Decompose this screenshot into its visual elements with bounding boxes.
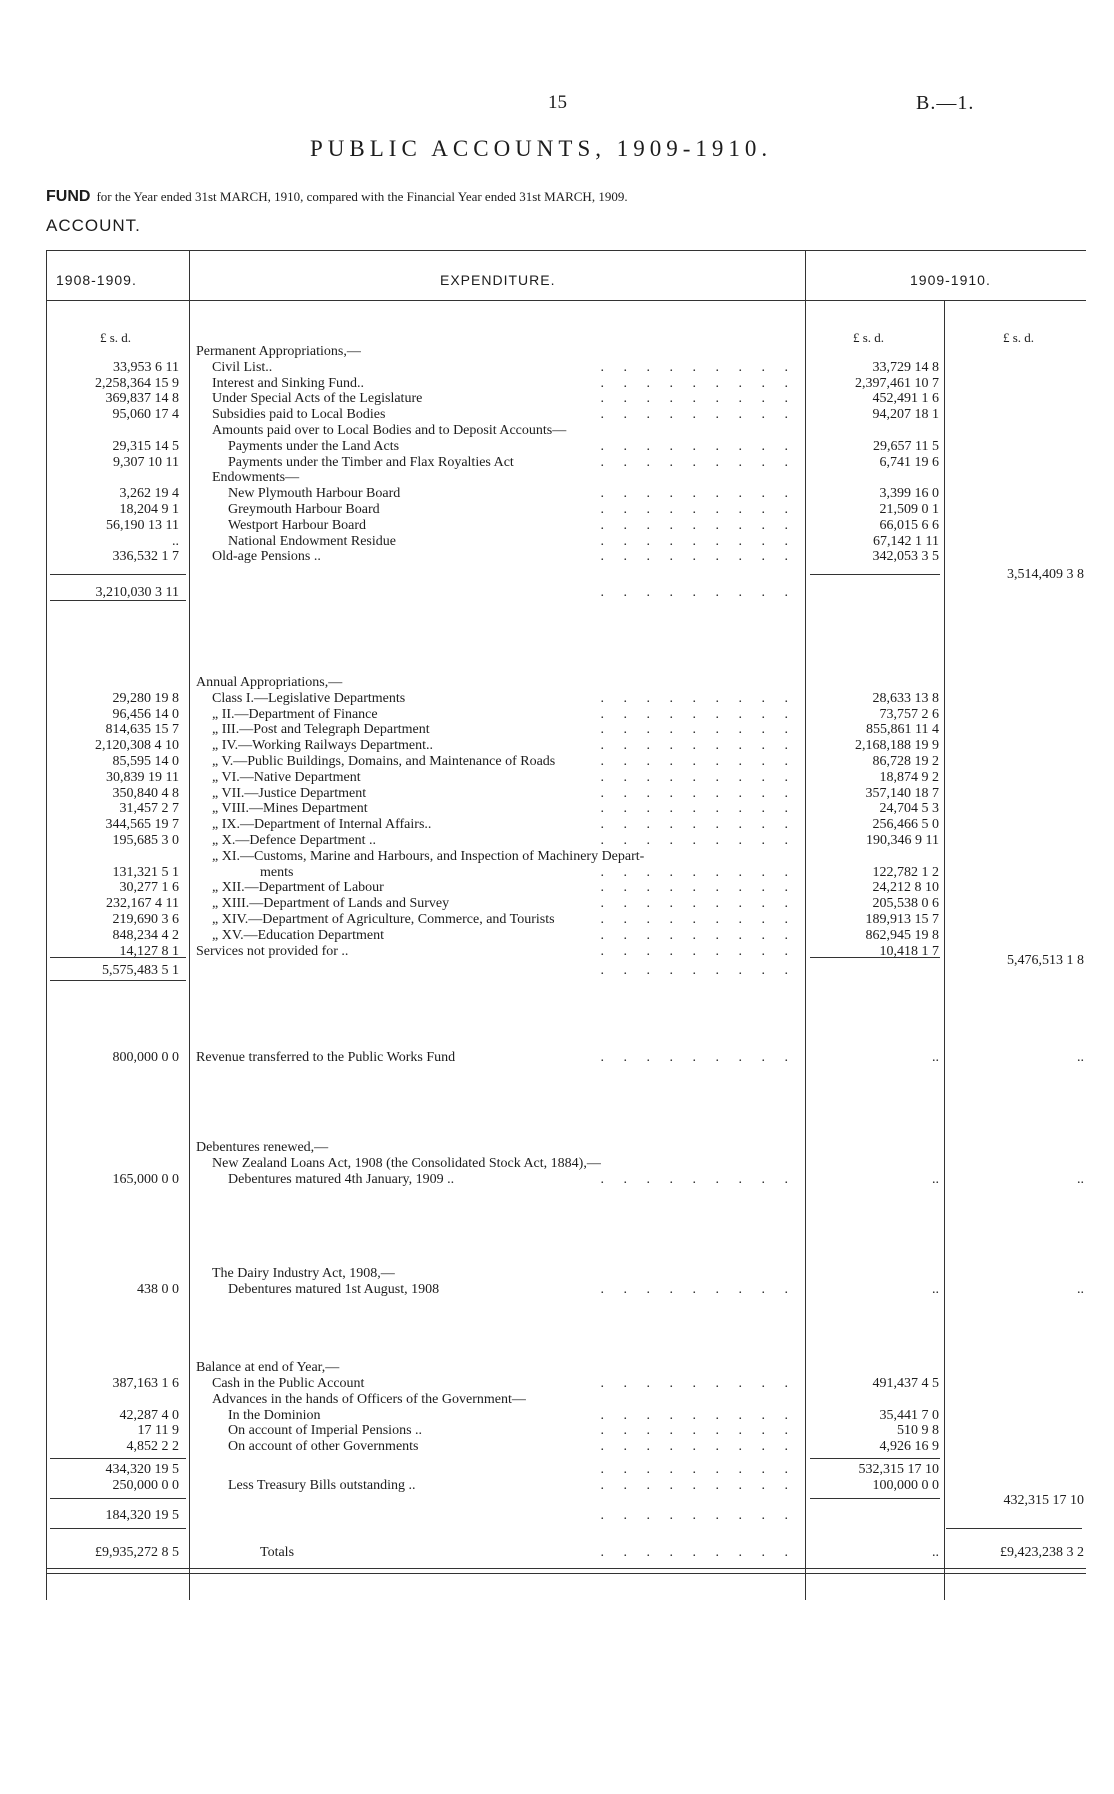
leader-dots: . . . . . . . . . — [600, 690, 796, 706]
leader-dots: . . . . . . . . . — [600, 754, 796, 769]
amount-1908-1909: 369,837 14 8 — [105, 391, 179, 407]
item-description: Debentures matured 4th January, 1909 .. — [228, 1172, 455, 1187]
table-row — [0, 391, 1114, 407]
table-row — [0, 707, 1114, 723]
amount-1909-1910: 205,538 0 6 — [872, 896, 939, 912]
leader-dots: . . . . . . . . . — [600, 1172, 796, 1187]
table-row — [0, 1376, 1114, 1392]
page-number: 15 — [548, 92, 567, 113]
amount-1909-1910: 33,729 14 8 — [872, 359, 939, 375]
amount-1909-1910: 189,913 15 7 — [865, 912, 939, 927]
amount-1908-1909: 2,258,364 15 9 — [95, 375, 179, 391]
item-description: „ XII.—Department of Labour — [212, 880, 384, 896]
amount-1909-1910: 2,397,461 10 7 — [855, 375, 939, 391]
item-description: „ VI.—Native Department — [212, 769, 361, 785]
leader-dots: . . . . . . . . . — [600, 833, 796, 848]
item-description: „ XV.—Education Department — [212, 927, 384, 943]
subtotal-row — [0, 1508, 1114, 1524]
leader-dots: . . . . . . . . . — [600, 738, 796, 754]
leader-dots: . . . . . . . . . — [600, 864, 796, 880]
table-row — [0, 376, 1114, 392]
subtitle — [46, 188, 628, 206]
amount-1909-1910: .. — [932, 1282, 939, 1297]
item-description: „ IV.—Working Railways Department.. — [212, 738, 434, 754]
amount-1908-1909: 250,000 0 0 — [112, 1478, 179, 1493]
amount-1909-1910: 357,140 18 7 — [865, 785, 939, 801]
amount-1909-1910: 532,315 17 10 — [858, 1462, 939, 1477]
item-description: On account of other Governments — [228, 1439, 419, 1455]
total-1909-1910: 3,514,409 3 8 — [1007, 567, 1084, 582]
table-row — [0, 534, 1114, 550]
item-description: Endowments— — [212, 470, 300, 486]
revenue-row — [0, 1050, 1114, 1066]
leader-dots: . . . . . . . . . — [600, 1282, 796, 1297]
item-description: Services not provided for .. — [196, 943, 349, 959]
amount-1909-1910: 94,207 18 1 — [872, 407, 939, 423]
table-row — [0, 1478, 1114, 1494]
amount-1909-1910: .. — [932, 1172, 939, 1187]
table-row — [0, 770, 1114, 786]
item-description: „ III.—Post and Telegraph Department — [212, 722, 430, 738]
item-description: Amounts paid over to Local Bodies and to Deposit Accounts— — [212, 423, 567, 438]
amount-1908-1909: 184,320 19 5 — [105, 1508, 179, 1523]
subtotal-rule — [810, 1458, 940, 1459]
item-description: „ VII.—Justice Department — [212, 785, 367, 801]
amount-1909-1910: 342,053 3 5 — [872, 549, 939, 565]
table-row — [0, 439, 1114, 455]
section-rule — [50, 1528, 186, 1529]
item-description: In the Dominion — [228, 1407, 321, 1423]
amount-1908-1909: 195,685 3 0 — [112, 833, 179, 848]
table-row — [0, 722, 1114, 738]
table-row — [0, 896, 1114, 912]
table-row — [0, 1408, 1114, 1424]
amount-1908-1909: 18,204 9 1 — [119, 502, 179, 517]
paper-reference: B.—1. — [916, 92, 975, 114]
table-row — [0, 423, 1114, 439]
amount-1909-1910: 66,015 6 6 — [879, 517, 939, 533]
leader-dots: . . . . . . . . . — [600, 1462, 796, 1477]
item-description: „ X.—Defence Department .. — [212, 833, 377, 848]
table-row — [0, 865, 1114, 881]
section-rule — [946, 1528, 1082, 1529]
col-header-prev: 1908-1909. — [56, 272, 137, 288]
leader-dots: . . . . . . . . . — [600, 880, 796, 896]
amount-1908-1909: 30,839 19 11 — [106, 769, 179, 785]
table-row — [0, 786, 1114, 802]
leader-dots: . . . . . . . . . — [600, 1439, 796, 1455]
section-rule — [50, 980, 186, 981]
amount-1908-1909: 42,287 4 0 — [119, 1407, 179, 1423]
leader-dots: . . . . . . . . . — [600, 963, 796, 978]
table-row — [0, 1266, 1114, 1282]
item-description: „ XIII.—Department of Lands and Survey — [212, 896, 450, 912]
subtotal-row — [0, 953, 1114, 969]
leader-dots: . . . . . . . . . — [600, 359, 796, 375]
item-description: Permanent Appropriations,— — [196, 344, 361, 359]
amount-1909-1910: .. — [932, 1545, 939, 1560]
item-description: New Plymouth Harbour Board — [228, 486, 401, 502]
table-row — [0, 880, 1114, 896]
amount-1908-1909: 232,167 4 11 — [106, 896, 179, 912]
leader-dots: . . . . . . . . . — [600, 912, 796, 927]
amount-1909-1910: 21,509 0 1 — [879, 502, 939, 517]
table-row — [0, 344, 1114, 360]
amount-1908-1909: 2,120,308 4 10 — [95, 738, 179, 754]
amount-1908-1909: 219,690 3 6 — [112, 912, 179, 927]
item-description: Less Treasury Bills outstanding .. — [228, 1478, 416, 1493]
leader-dots: . . . . . . . . . — [600, 706, 796, 722]
page-title: PUBLIC ACCOUNTS, 1909-1910. — [310, 136, 773, 161]
table-row — [0, 801, 1114, 817]
item-description: Debentures matured 1st August, 1908 — [228, 1282, 440, 1297]
total-1909-1910: £9,423,238 3 2 — [1000, 1545, 1084, 1560]
item-description: „ VIII.—Mines Department — [212, 801, 368, 817]
amount-1908-1909: 165,000 0 0 — [112, 1172, 179, 1187]
table-row — [0, 1172, 1114, 1188]
total-1909-1910: .. — [1077, 1050, 1084, 1065]
leader-dots: . . . . . . . . . — [600, 407, 796, 423]
item-description: Under Special Acts of the Legislature — [212, 391, 423, 407]
table-row — [0, 817, 1114, 833]
item-description: Greymouth Harbour Board — [228, 502, 380, 517]
table-row — [0, 502, 1114, 518]
amount-1908-1909: 387,163 1 6 — [112, 1376, 179, 1391]
subtotal-row — [0, 567, 1114, 583]
table-row — [0, 675, 1114, 691]
total-1909-1910: .. — [1077, 1172, 1084, 1187]
leader-dots: . . . . . . . . . — [600, 1508, 796, 1523]
item-description: Advances in the hands of Officers of the Government— — [212, 1391, 526, 1407]
amount-1908-1909: 30,277 1 6 — [119, 880, 179, 896]
table-row — [0, 486, 1114, 502]
item-description: ments — [260, 864, 294, 880]
leader-dots: . . . . . . . . . — [600, 502, 796, 517]
amount-1909-1910: 18,874 9 2 — [879, 769, 939, 785]
amount-1909-1910: 3,399 16 0 — [879, 486, 939, 502]
table-row — [0, 1282, 1114, 1298]
table-row — [0, 1360, 1114, 1376]
table-top-rule — [46, 250, 1086, 251]
leader-dots: . . . . . . . . . — [600, 1407, 796, 1423]
table-row — [0, 518, 1114, 534]
amount-1909-1910: 256,466 5 0 — [872, 817, 939, 833]
totals-rule — [46, 1568, 1086, 1569]
item-description: Payments under the Land Acts — [228, 438, 400, 454]
amount-1909-1910: 24,704 5 3 — [879, 801, 939, 817]
item-description: Revenue transferred to the Public Works Fund — [196, 1050, 456, 1065]
amount-1908-1909: 344,565 19 7 — [105, 817, 179, 833]
item-description: Old-age Pensions .. — [212, 549, 321, 565]
amount-1909-1910: .. — [932, 1050, 939, 1065]
amount-1909-1910: 28,633 13 8 — [872, 690, 939, 706]
account-label: ACCOUNT. — [46, 216, 141, 235]
leader-dots: . . . . . . . . . — [600, 375, 796, 391]
amount-1908-1909: 3,210,030 3 11 — [95, 585, 179, 600]
table-row — [0, 738, 1114, 754]
table-row — [0, 407, 1114, 423]
table-row — [0, 833, 1114, 849]
amount-1908-1909: £9,935,272 8 5 — [95, 1545, 179, 1560]
unit-prev: £ s. d. — [100, 330, 132, 345]
amount-1908-1909: 56,190 13 11 — [106, 517, 179, 533]
table-row — [0, 691, 1114, 707]
item-description: Subsidies paid to Local Bodies — [212, 407, 386, 423]
unit-tot: £ s. d. — [1003, 330, 1035, 345]
subtotal-rule — [50, 1458, 186, 1459]
amount-1908-1909: 14,127 8 1 — [119, 943, 179, 959]
item-description: „ XI.—Customs, Marine and Harbours, and Inspection of Machinery Depart- — [212, 848, 645, 864]
item-description: New Zealand Loans Act, 1908 (the Consolidated Stock Act, 1884),— — [212, 1156, 601, 1171]
item-description: Totals — [260, 1545, 295, 1560]
table-row — [0, 928, 1114, 944]
amount-1909-1910: 100,000 0 0 — [872, 1478, 939, 1493]
subtitle-fund: FUND — [46, 188, 91, 205]
subtitle-text: for the Year ended 31st MARCH, 1910, compared with the Financial Year ended 31st MARCH, 1909. — [96, 189, 628, 204]
amount-1908-1909: 29,315 14 5 — [112, 438, 179, 454]
item-description: „ XIV.—Department of Agriculture, Commerce, and Tourists — [212, 912, 555, 927]
leader-dots: . . . . . . . . . — [600, 769, 796, 785]
amount-1909-1910: 190,346 9 11 — [866, 833, 939, 848]
amount-1908-1909: 96,456 14 0 — [112, 706, 179, 722]
amount-1908-1909: 434,320 19 5 — [105, 1462, 179, 1477]
amount-1909-1910: 29,657 11 5 — [873, 438, 939, 454]
table-row — [0, 470, 1114, 486]
leader-dots: . . . . . . . . . — [600, 517, 796, 533]
amount-1909-1910: 24,212 8 10 — [872, 880, 939, 896]
amount-1908-1909: 4,852 2 2 — [126, 1439, 179, 1455]
subtotal-row — [0, 1462, 1114, 1478]
leader-dots: . . . . . . . . . — [600, 722, 796, 738]
amount-1909-1910: 10,418 1 7 — [879, 943, 939, 959]
item-description: National Endowment Residue — [228, 533, 396, 549]
item-description: Payments under the Timber and Flax Royalties Act — [228, 454, 514, 470]
subtotal-row — [0, 585, 1114, 601]
item-description: Interest and Sinking Fund.. — [212, 375, 365, 391]
amount-1908-1909: 5,575,483 5 1 — [102, 963, 179, 978]
leader-dots: . . . . . . . . . — [600, 1478, 796, 1493]
amount-1908-1909: .. — [172, 533, 179, 549]
leader-dots: . . . . . . . . . — [600, 438, 796, 454]
col-header-desc: EXPENDITURE. — [440, 272, 556, 288]
amount-1908-1909: 336,532 1 7 — [112, 549, 179, 565]
table-row — [0, 455, 1114, 471]
amount-1908-1909: 9,307 10 11 — [113, 454, 179, 470]
amount-1909-1910: 4,926 16 9 — [879, 1439, 939, 1455]
leader-dots: . . . . . . . . . — [600, 943, 796, 959]
amount-1908-1909: 800,000 0 0 — [112, 1050, 179, 1065]
item-description: Civil List.. — [212, 359, 273, 375]
header-bottom-rule — [46, 300, 1086, 301]
leader-dots: . . . . . . . . . — [600, 1423, 796, 1439]
leader-dots: . . . . . . . . . — [600, 817, 796, 833]
totals-row — [0, 1545, 1114, 1561]
leader-dots: . . . . . . . . . — [600, 896, 796, 912]
subtotal-row — [0, 1493, 1114, 1509]
item-description: Balance at end of Year,— — [196, 1360, 340, 1375]
amount-1908-1909: 29,280 19 8 — [112, 690, 179, 706]
amount-1908-1909: 95,060 17 4 — [112, 407, 179, 423]
leader-dots: . . . . . . . . . — [600, 801, 796, 817]
item-description: Class I.—Legislative Departments — [212, 690, 406, 706]
amount-1909-1910: 67,142 1 11 — [873, 533, 939, 549]
amount-1909-1910: 6,741 19 6 — [879, 454, 939, 470]
amount-1909-1910: 452,491 1 6 — [872, 391, 939, 407]
leader-dots: . . . . . . . . . — [600, 486, 796, 502]
amount-1909-1910: 122,782 1 2 — [872, 864, 939, 880]
item-description: Debentures renewed,— — [196, 1140, 329, 1155]
table-row — [0, 1156, 1114, 1172]
amount-1909-1910: 491,437 4 5 — [872, 1376, 939, 1391]
table-row — [0, 1392, 1114, 1408]
leader-dots: . . . . . . . . . — [600, 927, 796, 943]
amount-1908-1909: 17 11 9 — [137, 1423, 179, 1439]
table-row — [0, 1439, 1114, 1455]
table-row — [0, 754, 1114, 770]
leader-dots: . . . . . . . . . — [600, 585, 796, 600]
amount-1909-1910: 510 9 8 — [897, 1423, 939, 1439]
item-description: On account of Imperial Pensions .. — [228, 1423, 423, 1439]
leader-dots: . . . . . . . . . — [600, 391, 796, 407]
total-1909-1910: .. — [1077, 1282, 1084, 1297]
amount-1909-1910: 73,757 2 6 — [879, 706, 939, 722]
section-rule — [50, 600, 186, 601]
amount-1909-1910: 855,861 11 4 — [866, 722, 939, 738]
item-description: Cash in the Public Account — [212, 1376, 365, 1391]
amount-1908-1909: 131,321 5 1 — [112, 864, 179, 880]
item-description: The Dairy Industry Act, 1908,— — [212, 1266, 395, 1281]
amount-1908-1909: 438 0 0 — [137, 1282, 179, 1297]
table-row — [0, 1140, 1114, 1156]
amount-1908-1909: 350,840 4 8 — [112, 785, 179, 801]
table-row — [0, 912, 1114, 928]
leader-dots: . . . . . . . . . — [600, 1545, 796, 1560]
leader-dots: . . . . . . . . . — [600, 549, 796, 565]
amount-1909-1910: 35,441 7 0 — [879, 1407, 939, 1423]
leader-dots: . . . . . . . . . — [600, 454, 796, 470]
item-description: Annual Appropriations,— — [196, 675, 343, 690]
item-description: „ IX.—Department of Internal Affairs.. — [212, 817, 432, 833]
amount-1908-1909: 848,234 4 2 — [112, 927, 179, 943]
total-1909-1910: 5,476,513 1 8 — [1007, 953, 1084, 968]
amount-1908-1909: 3,262 19 4 — [119, 486, 179, 502]
item-description: „ II.—Department of Finance — [212, 706, 378, 722]
unit-cur: £ s. d. — [853, 330, 885, 345]
item-description: „ V.—Public Buildings, Domains, and Maintenance of Roads — [212, 754, 556, 769]
amount-1909-1910: 86,728 19 2 — [872, 754, 939, 769]
leader-dots: . . . . . . . . . — [600, 785, 796, 801]
leader-dots: . . . . . . . . . — [600, 533, 796, 549]
table-row — [0, 549, 1114, 565]
totals-rule — [46, 1573, 1086, 1574]
amount-1909-1910: 2,168,188 19 9 — [855, 738, 939, 754]
amount-1908-1909: 814,635 15 7 — [105, 722, 179, 738]
leader-dots: . . . . . . . . . — [600, 1376, 796, 1391]
amount-1908-1909: 33,953 6 11 — [113, 359, 179, 375]
amount-1909-1910: 862,945 19 8 — [865, 927, 939, 943]
col-header-cur: 1909-1910. — [910, 272, 991, 288]
amount-1908-1909: 85,595 14 0 — [112, 754, 179, 769]
table-row — [0, 849, 1114, 865]
amount-1908-1909: 31,457 2 7 — [119, 801, 179, 817]
total-1909-1910: 432,315 17 10 — [1003, 1493, 1084, 1508]
leader-dots: . . . . . . . . . — [600, 1050, 796, 1065]
table-row — [0, 1423, 1114, 1439]
table-row — [0, 360, 1114, 376]
item-description: Westport Harbour Board — [228, 517, 367, 533]
